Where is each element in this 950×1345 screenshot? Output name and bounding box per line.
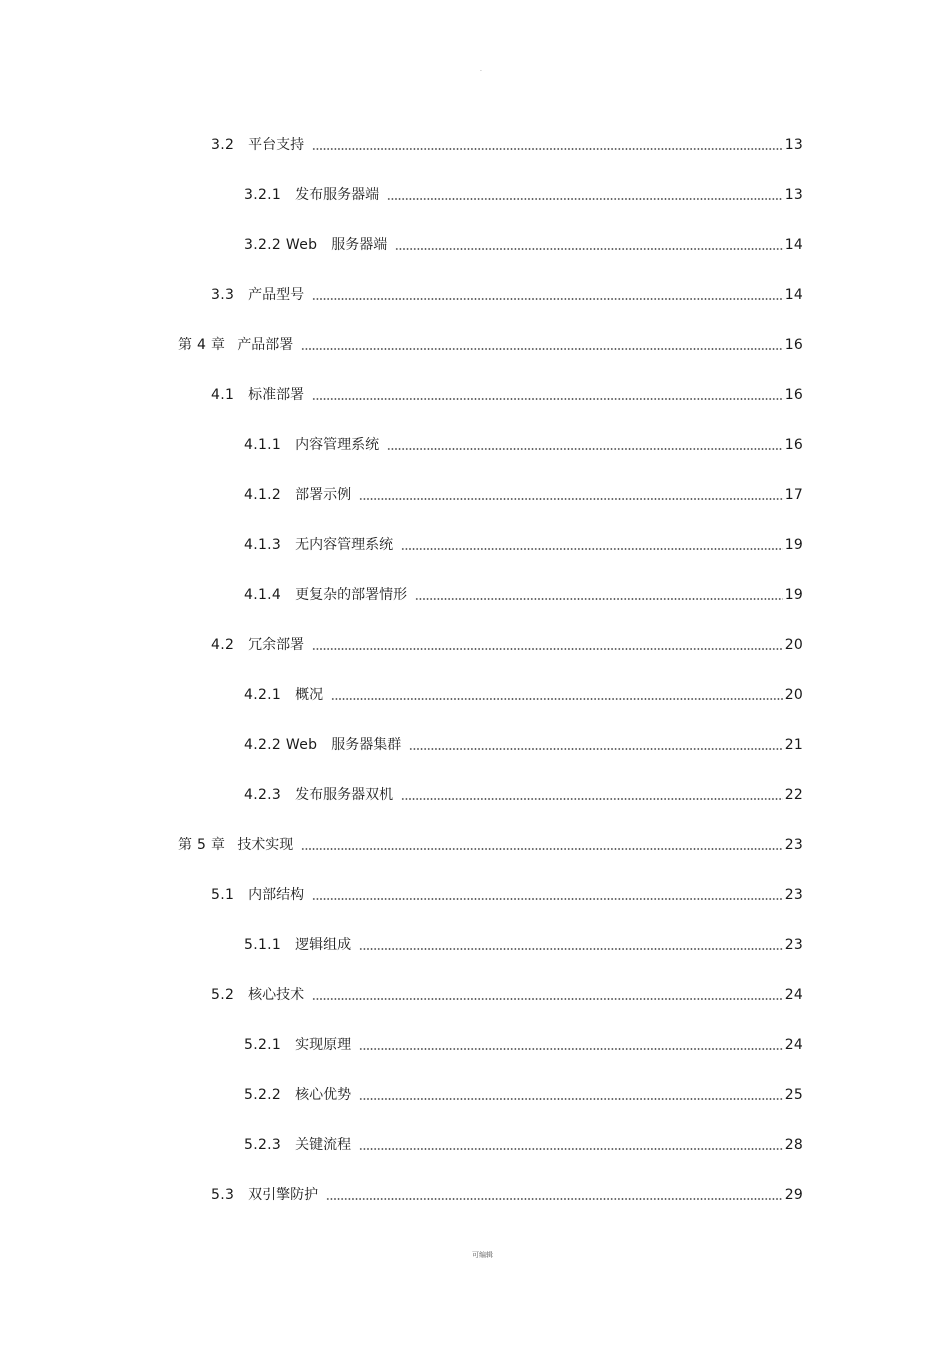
toc-entry-page-number: 17 bbox=[784, 487, 803, 503]
toc-entry-number: 4.2 bbox=[211, 637, 235, 653]
toc-entry-title: 服务器集群 bbox=[331, 737, 402, 753]
toc-dot-leader bbox=[331, 698, 783, 700]
toc-entry-number: 第 5 章 bbox=[178, 837, 226, 853]
toc-entry[interactable] bbox=[211, 1182, 803, 1204]
toc-entry-title: 技术实现 bbox=[237, 837, 294, 853]
toc-entry-title: 发布服务器双机 bbox=[295, 787, 394, 803]
toc-entry-number: 第 4 章 bbox=[178, 337, 226, 353]
toc-dot-leader bbox=[395, 248, 782, 250]
toc-entry-page-number: 16 bbox=[784, 337, 803, 353]
toc-entry-page-number: 13 bbox=[784, 137, 803, 153]
toc-entry[interactable] bbox=[211, 282, 803, 304]
toc-dot-leader bbox=[359, 1148, 783, 1150]
toc-entry[interactable] bbox=[211, 382, 803, 404]
toc-dot-leader bbox=[312, 398, 783, 400]
toc-entry-page-number: 14 bbox=[784, 237, 803, 253]
toc-entry-title: 概况 bbox=[295, 687, 324, 703]
toc-entry[interactable] bbox=[211, 632, 803, 654]
toc-entry-page-number: 24 bbox=[784, 987, 803, 1003]
toc-entry[interactable] bbox=[244, 432, 803, 454]
toc-entry-number: 5.3 bbox=[211, 1187, 235, 1203]
toc-entry[interactable] bbox=[244, 232, 803, 254]
toc-entry-title: 核心技术 bbox=[248, 987, 305, 1003]
toc-entry-title: 平台支持 bbox=[248, 137, 305, 153]
toc-entry-page-number: 20 bbox=[784, 687, 803, 703]
toc-entry-number: 3.2 bbox=[211, 137, 235, 153]
toc-dot-leader bbox=[301, 848, 782, 850]
toc-entry-title: 冗余部署 bbox=[248, 637, 305, 653]
toc-dot-leader bbox=[359, 1098, 783, 1100]
page-footer: 可编辑 bbox=[472, 1251, 493, 1259]
toc-entry-page-number: 16 bbox=[784, 437, 803, 453]
toc-entry-number: 4.1 bbox=[211, 387, 235, 403]
toc-dot-leader bbox=[359, 498, 783, 500]
toc-entry-page-number: 23 bbox=[784, 887, 803, 903]
toc-entry-page-number: 14 bbox=[784, 287, 803, 303]
toc-entry-title: 部署示例 bbox=[295, 487, 352, 503]
toc-entry-page-number: 21 bbox=[784, 737, 803, 753]
toc-entry[interactable] bbox=[244, 482, 803, 504]
toc-dot-leader bbox=[401, 798, 783, 800]
toc-entry[interactable] bbox=[244, 682, 803, 704]
toc-entry-title: 产品型号 bbox=[248, 287, 305, 303]
toc-entry[interactable] bbox=[178, 332, 803, 354]
toc-entry-title: 双引擎防护 bbox=[248, 1187, 319, 1203]
toc-entry-page-number: 29 bbox=[784, 1187, 803, 1203]
toc-dot-leader bbox=[415, 598, 783, 600]
toc-entry-title: 服务器端 bbox=[331, 237, 388, 253]
toc-entry-title: 实现原理 bbox=[295, 1037, 352, 1053]
toc-entry[interactable] bbox=[244, 732, 803, 754]
toc-entry-number: 4.1.3 bbox=[244, 537, 282, 553]
toc-entry-title: 产品部署 bbox=[237, 337, 294, 353]
toc-dot-leader bbox=[401, 548, 783, 550]
toc-dot-leader bbox=[359, 948, 783, 950]
toc-entry-title: 内容管理系统 bbox=[295, 437, 380, 453]
toc-entry-number: 5.1.1 bbox=[244, 937, 282, 953]
toc-dot-leader bbox=[312, 898, 783, 900]
toc-entry-number: 3.2.2 Web bbox=[244, 237, 318, 253]
toc-dot-leader bbox=[326, 1198, 783, 1200]
toc-dot-leader bbox=[301, 348, 782, 350]
toc-entry-number: 4.2.3 bbox=[244, 787, 282, 803]
toc-dot-leader bbox=[312, 648, 783, 650]
toc-dot-leader bbox=[359, 1048, 783, 1050]
toc-entry[interactable] bbox=[178, 832, 803, 854]
toc-entry-number: 5.2.2 bbox=[244, 1087, 282, 1103]
toc-entry-title: 关键流程 bbox=[295, 1137, 352, 1153]
toc-entry[interactable] bbox=[244, 532, 803, 554]
toc-entry-number: 4.1.2 bbox=[244, 487, 282, 503]
toc-entry-number: 5.2.3 bbox=[244, 1137, 282, 1153]
toc-entry[interactable] bbox=[211, 132, 803, 154]
toc-entry-number: 4.2.1 bbox=[244, 687, 282, 703]
toc-entry-page-number: 28 bbox=[784, 1137, 803, 1153]
toc-entry-page-number: 20 bbox=[784, 637, 803, 653]
toc-entry-number: 4.2.2 Web bbox=[244, 737, 318, 753]
toc-entry-number: 3.2.1 bbox=[244, 187, 282, 203]
toc-entry-page-number: 24 bbox=[784, 1037, 803, 1053]
toc-entry-page-number: 23 bbox=[784, 837, 803, 853]
toc-entry[interactable] bbox=[244, 1032, 803, 1054]
toc-entry-title: 发布服务器端 bbox=[295, 187, 380, 203]
toc-entry-page-number: 23 bbox=[784, 937, 803, 953]
toc-dot-leader bbox=[312, 298, 783, 300]
toc-dot-leader bbox=[387, 198, 783, 200]
toc-entry[interactable] bbox=[244, 932, 803, 954]
toc-entry-page-number: 16 bbox=[784, 387, 803, 403]
toc-dot-leader bbox=[409, 748, 782, 750]
toc-entry[interactable] bbox=[211, 982, 803, 1004]
toc-entry[interactable] bbox=[211, 882, 803, 904]
toc-entry-page-number: 19 bbox=[784, 537, 803, 553]
toc-dot-leader bbox=[312, 998, 783, 1000]
toc-entry-title: 逻辑组成 bbox=[295, 937, 352, 953]
toc-entry-page-number: 25 bbox=[784, 1087, 803, 1103]
toc-entry-number: 4.1.1 bbox=[244, 437, 282, 453]
toc-entry[interactable] bbox=[244, 1132, 803, 1154]
toc-entry-page-number: 19 bbox=[784, 587, 803, 603]
toc-dot-leader bbox=[312, 148, 783, 150]
toc-entry-number: 5.1 bbox=[211, 887, 235, 903]
toc-entry-title: 内部结构 bbox=[248, 887, 305, 903]
toc-entry-number: 5.2.1 bbox=[244, 1037, 282, 1053]
toc-entry[interactable] bbox=[244, 1082, 803, 1104]
toc-entry-number: 4.1.4 bbox=[244, 587, 282, 603]
toc-entry-number: 5.2 bbox=[211, 987, 235, 1003]
toc-entry-title: 核心优势 bbox=[295, 1087, 352, 1103]
toc-entry[interactable] bbox=[244, 182, 803, 204]
toc-entry-title: 无内容管理系统 bbox=[295, 537, 394, 553]
toc-entry-page-number: 22 bbox=[784, 787, 803, 803]
top-mark: . bbox=[480, 66, 482, 73]
toc-dot-leader bbox=[387, 448, 783, 450]
toc-entry-page-number: 13 bbox=[784, 187, 803, 203]
toc-entry-title: 标准部署 bbox=[248, 387, 305, 403]
toc-entry-number: 3.3 bbox=[211, 287, 235, 303]
toc-entry-title: 更复杂的部署情形 bbox=[295, 587, 408, 603]
toc-entry[interactable] bbox=[244, 582, 803, 604]
toc-entry[interactable] bbox=[244, 782, 803, 804]
